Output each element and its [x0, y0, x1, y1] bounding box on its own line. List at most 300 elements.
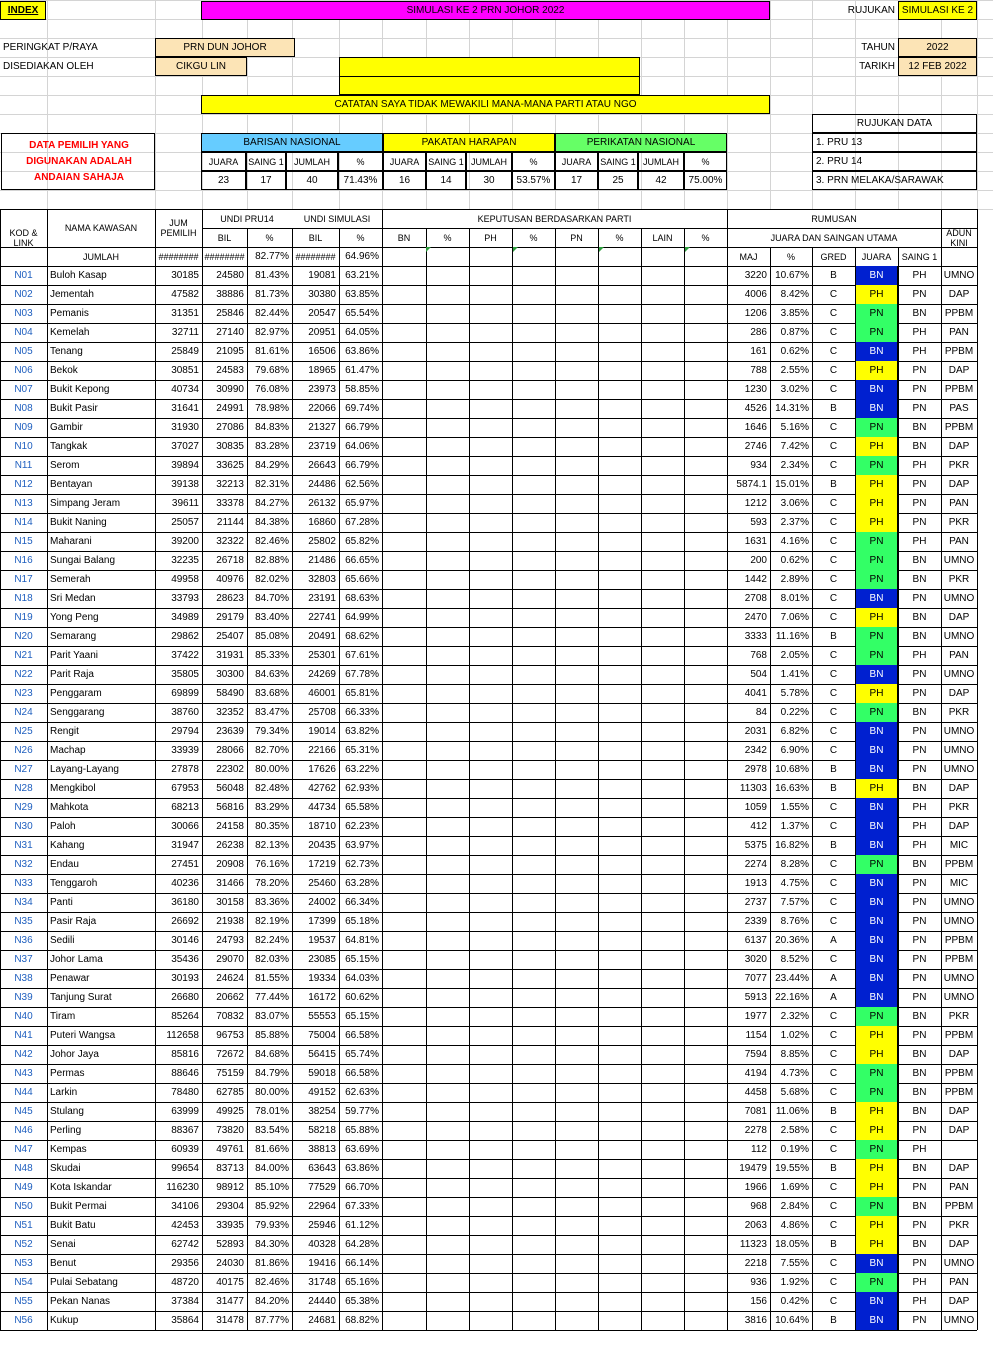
gred-cell: C: [829, 1125, 838, 1136]
saing1-cell: BN: [912, 707, 927, 718]
kod-link-cell[interactable]: N20: [14, 631, 33, 642]
maj-pct-cell: 2.55%: [780, 365, 809, 376]
jum-pemilih-cell: 116230: [166, 1182, 199, 1193]
jum-pemilih-cell: 31930: [171, 422, 199, 433]
saing1-cell: BN: [912, 783, 927, 794]
keputusan-col-header: %: [615, 232, 624, 243]
jumlah-bil-sim: ########: [295, 251, 336, 262]
juara-cell: PN: [855, 551, 898, 570]
juara-cell: PH: [855, 494, 898, 513]
header-pct-pru14: %: [265, 232, 274, 243]
kod-link-cell[interactable]: N45: [14, 1106, 33, 1117]
jum-pemilih-cell: 32235: [171, 555, 199, 566]
jum-pemilih-cell: 62742: [171, 1239, 199, 1250]
peringkat-value[interactable]: PRN DUN JOHOR: [155, 38, 295, 57]
pct-pru14-cell: 84.63%: [255, 669, 289, 680]
tahun-value[interactable]: 2022: [898, 38, 977, 57]
maj-cell: 1212: [744, 498, 767, 509]
table-row: [0, 608, 993, 627]
kod-link-cell[interactable]: N18: [14, 593, 33, 604]
gred-cell: C: [829, 1011, 838, 1022]
pct-sim-cell: 66.58%: [345, 1068, 379, 1079]
maj-cell: 1966: [744, 1182, 767, 1193]
maj-cell: 3020: [744, 954, 767, 965]
maj-pct-cell: 7.57%: [780, 897, 809, 908]
table-row: [0, 513, 993, 532]
table-row: [0, 741, 993, 760]
juara-cell: BN: [855, 912, 898, 931]
nama-kawasan-cell: Bentayan: [50, 479, 93, 490]
bil-pru14-cell: 21144: [216, 517, 244, 528]
gred-cell: C: [829, 745, 838, 756]
tarikh-value[interactable]: 12 FEB 2022: [898, 57, 977, 76]
gred-cell: C: [829, 441, 838, 452]
bil-pru14-cell: 49761: [216, 1144, 244, 1155]
adun-kini-cell: UMNO: [943, 1258, 975, 1269]
bil-sim-cell: 23719: [308, 441, 336, 452]
bil-sim-cell: 25802: [308, 536, 336, 547]
pct-pru14-cell: 81.61%: [255, 346, 289, 357]
pct-sim-cell: 66.14%: [345, 1258, 379, 1269]
table-row: [0, 665, 993, 684]
pct-pru14-cell: 82.88%: [255, 555, 289, 566]
pct-pru14-cell: 76.08%: [255, 384, 289, 395]
rujukan-label: RUJUKAN: [847, 5, 895, 16]
adun-kini-cell: DAP: [948, 612, 970, 623]
maj-cell: 5874.1: [736, 479, 767, 490]
pct-pru14-cell: 82.03%: [255, 954, 289, 965]
jum-pemilih-cell: 112658: [166, 1030, 199, 1041]
summary-pct-value: 71.43%: [338, 171, 383, 190]
kod-link-cell[interactable]: N31: [14, 840, 33, 851]
maj-cell: 4526: [744, 403, 767, 414]
nama-kawasan-cell: Benut: [50, 1258, 77, 1269]
table-row: [0, 1159, 993, 1178]
maj-cell: 4458: [744, 1087, 767, 1098]
maj-cell: 84: [755, 707, 767, 718]
pct-sim-cell: 68.82%: [345, 1315, 379, 1326]
adun-kini-cell: PAS: [949, 403, 969, 414]
pct-sim-cell: 65.18%: [345, 916, 379, 927]
bil-sim-cell: 59018: [308, 1068, 336, 1079]
jum-pemilih-cell: 63999: [171, 1106, 199, 1117]
juara-cell: PN: [855, 1007, 898, 1026]
kod-link-cell[interactable]: N38: [14, 973, 33, 984]
juara-cell: BN: [855, 722, 898, 741]
juara-cell: PN: [855, 1083, 898, 1102]
bil-pru14-cell: 30300: [216, 669, 244, 680]
kod-link-cell[interactable]: N53: [14, 1258, 33, 1269]
gred-cell: C: [829, 1068, 838, 1079]
table-row: [0, 1140, 993, 1159]
jum-pemilih-cell: 99654: [171, 1163, 199, 1174]
pct-sim-cell: 63.86%: [345, 1163, 379, 1174]
maj-pct-cell: 20.36%: [775, 935, 809, 946]
juara-cell: BN: [855, 1254, 898, 1273]
pct-sim-cell: 63.22%: [345, 764, 379, 775]
table-row: [0, 589, 993, 608]
pct-sim-cell: 68.63%: [345, 593, 379, 604]
gred-cell: C: [829, 726, 838, 737]
saing1-cell: PH: [912, 802, 927, 813]
jum-pemilih-cell: 37422: [171, 650, 199, 661]
disediakan-label: DISEDIAKAN OLEH: [3, 61, 94, 72]
summary-jumlah-value: 30: [466, 171, 512, 190]
kod-link-cell[interactable]: N49: [14, 1182, 33, 1193]
saing1-cell: PN: [912, 764, 927, 775]
gred-cell: B: [830, 631, 837, 642]
table-row: [0, 855, 993, 874]
nama-kawasan-cell: Bukit Pasir: [50, 403, 98, 414]
table-row: [0, 361, 993, 380]
nama-kawasan-cell: Endau: [50, 859, 79, 870]
maj-cell: 504: [750, 669, 767, 680]
summary-subheader: %: [512, 152, 555, 171]
gred-cell: C: [829, 422, 838, 433]
gred-cell: B: [830, 783, 837, 794]
bil-sim-cell: 40328: [308, 1239, 336, 1250]
juara-cell: PH: [855, 1235, 898, 1254]
maj-pct-cell: 10.67%: [775, 270, 809, 281]
kod-link-cell[interactable]: N16: [14, 555, 33, 566]
pct-pru14-cell: 85.92%: [255, 1201, 289, 1212]
gred-cell: C: [829, 346, 838, 357]
maj-pct-cell: 5.16%: [780, 422, 809, 433]
summary-juara-value: 17: [555, 171, 598, 190]
jum-pemilih-cell: 40734: [171, 384, 199, 395]
gred-cell: B: [830, 1106, 837, 1117]
pct-sim-cell: 63.82%: [345, 726, 379, 737]
jum-pemilih-cell: 30066: [171, 821, 199, 832]
gred-cell: C: [829, 1144, 838, 1155]
nama-kawasan-cell: Machap: [50, 745, 86, 756]
juara-cell: BN: [855, 1292, 898, 1311]
table-row: [0, 1254, 993, 1273]
kod-link-cell[interactable]: N56: [14, 1315, 33, 1326]
jum-pemilih-cell: 39611: [171, 498, 199, 509]
bil-pru14-cell: 56048: [216, 783, 244, 794]
kod-link-cell[interactable]: N24: [14, 707, 33, 718]
kod-link-cell[interactable]: N19: [14, 612, 33, 623]
jum-pemilih-cell: 34989: [171, 612, 199, 623]
gred-cell: C: [829, 555, 838, 566]
saing1-cell: BN: [912, 859, 927, 870]
kod-link-cell[interactable]: N40: [14, 1011, 33, 1022]
maj-cell: 6137: [744, 935, 767, 946]
jum-pemilih-cell: 47582: [171, 289, 199, 300]
gred-cell: A: [830, 935, 837, 946]
juara-cell: BN: [855, 950, 898, 969]
maj-cell: 2978: [744, 764, 767, 775]
table-row: [0, 1216, 993, 1235]
pct-sim-cell: 66.79%: [345, 422, 379, 433]
bil-sim-cell: 22964: [308, 1201, 336, 1212]
bil-pru14-cell: 33935: [216, 1220, 244, 1231]
kod-link-cell[interactable]: N47: [14, 1144, 33, 1155]
kod-link-cell[interactable]: N01: [14, 270, 33, 281]
saing1-cell: PN: [912, 916, 927, 927]
kod-link-cell[interactable]: N52: [14, 1239, 33, 1250]
summary-saing-value: 17: [246, 171, 286, 190]
nama-kawasan-cell: Kukup: [50, 1315, 79, 1326]
pct-sim-cell: 63.28%: [345, 878, 379, 889]
kod-link-cell[interactable]: N13: [14, 498, 33, 509]
bil-sim-cell: 22166: [308, 745, 336, 756]
kod-link-cell[interactable]: N55: [14, 1296, 33, 1307]
table-row: [0, 760, 993, 779]
maj-cell: 4041: [744, 688, 767, 699]
disediakan-value[interactable]: CIKGU LIN: [155, 57, 247, 76]
jum-pemilih-cell: 31947: [171, 840, 199, 851]
kod-link-cell[interactable]: N29: [14, 802, 33, 813]
saing1-cell: BN: [912, 1201, 927, 1212]
jum-pemilih-cell: 67953: [171, 783, 199, 794]
kod-link-cell[interactable]: N44: [14, 1087, 33, 1098]
juara-cell: PN: [855, 1064, 898, 1083]
maj-pct-cell: 18.05%: [775, 1239, 809, 1250]
saing1-cell: BN: [912, 1049, 927, 1060]
kod-link-cell[interactable]: N25: [14, 726, 33, 737]
saing1-cell: PN: [912, 384, 927, 395]
kod-link-cell[interactable]: N14: [14, 517, 33, 528]
bil-pru14-cell: 30990: [216, 384, 244, 395]
saing1-cell: PN: [912, 688, 927, 699]
kod-link-cell[interactable]: N10: [14, 441, 33, 452]
nama-kawasan-cell: Penawar: [50, 973, 90, 984]
juara-cell: PN: [855, 627, 898, 646]
bil-pru14-cell: 58490: [216, 688, 244, 699]
adun-kini-cell: PKR: [948, 574, 970, 585]
maj-cell: 2063: [744, 1220, 767, 1231]
bil-pru14-cell: 32322: [216, 536, 244, 547]
gred-cell: C: [829, 1049, 838, 1060]
gred-cell: C: [829, 593, 838, 604]
adun-kini-cell: MIC: [949, 840, 969, 851]
adun-kini-cell: PPBM: [944, 1201, 974, 1212]
maj-cell: 1631: [744, 536, 767, 547]
nama-kawasan-cell: Johor Lama: [50, 954, 103, 965]
pct-sim-cell: 69.74%: [345, 403, 379, 414]
juara-cell: BN: [855, 266, 898, 285]
gred-cell: B: [830, 270, 837, 281]
nama-kawasan-cell: Kempas: [50, 1144, 87, 1155]
sheet-title: SIMULASI KE 2 PRN JOHOR 2022: [201, 1, 770, 20]
bil-sim-cell: 24681: [308, 1315, 336, 1326]
kod-link-cell[interactable]: N32: [14, 859, 33, 870]
adun-kini-cell: UMNO: [943, 669, 975, 680]
adun-kini-cell: DAP: [948, 1125, 970, 1136]
jum-pemilih-cell: 29794: [171, 726, 199, 737]
kod-link-cell[interactable]: N07: [14, 384, 33, 395]
maj-pct-cell: 2.58%: [780, 1125, 809, 1136]
kod-link-cell[interactable]: N41: [14, 1030, 33, 1041]
gred-cell: C: [829, 821, 838, 832]
maj-pct-cell: 1.92%: [780, 1277, 809, 1288]
kod-link-cell[interactable]: N23: [14, 688, 33, 699]
bil-pru14-cell: 22302: [216, 764, 244, 775]
saing1-cell: PH: [912, 536, 927, 547]
header-jum-pemilih: JUM PEMILIH: [160, 218, 197, 238]
maj-pct-cell: 0.62%: [780, 555, 809, 566]
kod-link-cell[interactable]: N36: [14, 935, 33, 946]
gred-cell: C: [829, 1296, 838, 1307]
table-row: [0, 1026, 993, 1045]
pct-sim-cell: 61.47%: [345, 365, 379, 376]
table-row: [0, 1235, 993, 1254]
kod-link-cell[interactable]: N50: [14, 1201, 33, 1212]
kod-link-cell[interactable]: N05: [14, 346, 33, 357]
kod-link-cell[interactable]: N34: [14, 897, 33, 908]
table-row: [0, 1064, 993, 1083]
pct-pru14-cell: 82.46%: [255, 536, 289, 547]
kod-link-cell[interactable]: N42: [14, 1049, 33, 1060]
bil-sim-cell: 26643: [308, 460, 336, 471]
kod-link-cell[interactable]: N39: [14, 992, 33, 1003]
kod-link-cell[interactable]: N08: [14, 403, 33, 414]
kod-link-cell[interactable]: N30: [14, 821, 33, 832]
kod-link-cell[interactable]: N51: [14, 1220, 33, 1231]
pct-sim-cell: 65.97%: [345, 498, 379, 509]
pct-sim-cell: 62.23%: [345, 821, 379, 832]
peringkat-label: PERINGKAT P/RAYA: [3, 42, 98, 53]
maj-cell: 2031: [744, 726, 767, 737]
pct-sim-cell: 64.03%: [345, 973, 379, 984]
juara-cell: BN: [855, 589, 898, 608]
maj-cell: 2342: [744, 745, 767, 756]
maj-cell: 3816: [744, 1315, 767, 1326]
saing1-cell: PN: [912, 1125, 927, 1136]
kod-link-cell[interactable]: N09: [14, 422, 33, 433]
bil-pru14-cell: 62785: [216, 1087, 244, 1098]
nama-kawasan-cell: Tenang: [50, 346, 83, 357]
nama-kawasan-cell: Sri Medan: [50, 593, 96, 604]
bil-pru14-cell: 75159: [216, 1068, 244, 1079]
adun-kini-cell: PKR: [948, 1220, 970, 1231]
bil-sim-cell: 63643: [308, 1163, 336, 1174]
bil-sim-cell: 17626: [308, 764, 336, 775]
index-link[interactable]: INDEX: [0, 1, 46, 20]
bil-sim-cell: 24002: [308, 897, 336, 908]
pct-pru14-cell: 84.79%: [255, 1068, 289, 1079]
bil-sim-cell: 25301: [308, 650, 336, 661]
bil-sim-cell: 32803: [308, 574, 336, 585]
jum-pemilih-cell: 38760: [171, 707, 199, 718]
maj-cell: 788: [750, 365, 767, 376]
header-juara-saingan: JUARA DAN SAINGAN UTAMA: [770, 232, 898, 243]
gred-cell: B: [830, 1163, 837, 1174]
kod-link-cell[interactable]: N37: [14, 954, 33, 965]
table-row: [0, 456, 993, 475]
adun-kini-cell: PKR: [948, 1011, 970, 1022]
kod-link-cell[interactable]: N26: [14, 745, 33, 756]
maj-cell: 2274: [744, 859, 767, 870]
juara-cell: PN: [855, 532, 898, 551]
bil-pru14-cell: 27140: [216, 327, 244, 338]
pct-pru14-cell: 77.44%: [255, 992, 289, 1003]
adun-kini-cell: PAN: [949, 536, 969, 547]
saing1-cell: BN: [912, 1239, 927, 1250]
kod-link-cell[interactable]: N48: [14, 1163, 33, 1174]
bil-sim-cell: 38254: [308, 1106, 336, 1117]
jum-pemilih-cell: 88367: [171, 1125, 199, 1136]
kod-link-cell[interactable]: N03: [14, 308, 33, 319]
kod-link-cell[interactable]: N22: [14, 669, 33, 680]
gred-cell: C: [829, 365, 838, 376]
maj-pct-cell: 10.68%: [775, 764, 809, 775]
maj-cell: 2470: [744, 612, 767, 623]
pct-sim-cell: 64.81%: [345, 935, 379, 946]
maj-cell: 1059: [744, 802, 767, 813]
maj-cell: 768: [750, 650, 767, 661]
maj-pct-cell: 3.02%: [780, 384, 809, 395]
keputusan-col-header: LAIN: [652, 232, 673, 243]
maj-pct-cell: 10.64%: [775, 1315, 809, 1326]
kod-link-cell[interactable]: N28: [14, 783, 33, 794]
juara-cell: BN: [855, 969, 898, 988]
nama-kawasan-cell: Senggarang: [50, 707, 105, 718]
rujukan-data-item: 2. PRU 14: [812, 152, 977, 171]
kod-link-cell[interactable]: N33: [14, 878, 33, 889]
table-row: [0, 551, 993, 570]
nama-kawasan-cell: Stulang: [50, 1106, 84, 1117]
jum-pemilih-cell: 35805: [171, 669, 199, 680]
kod-link-cell[interactable]: N12: [14, 479, 33, 490]
kod-link-cell[interactable]: N35: [14, 916, 33, 927]
saing1-cell: PN: [912, 669, 927, 680]
kod-link-cell[interactable]: N21: [14, 650, 33, 661]
adun-kini-cell: PPBM: [944, 422, 974, 433]
pct-sim-cell: 67.28%: [345, 517, 379, 528]
bil-sim-cell: 22066: [308, 403, 336, 414]
bil-sim-cell: 23191: [308, 593, 336, 604]
kod-link-cell[interactable]: N43: [14, 1068, 33, 1079]
pct-sim-cell: 65.81%: [345, 688, 379, 699]
rujukan-value[interactable]: SIMULASI KE 2: [898, 1, 977, 20]
saing1-cell: PN: [912, 1030, 927, 1041]
kod-link-cell[interactable]: N17: [14, 574, 33, 585]
kod-link-cell[interactable]: N46: [14, 1125, 33, 1136]
juara-cell: BN: [855, 741, 898, 760]
kod-link-cell[interactable]: N02: [14, 289, 33, 300]
nama-kawasan-cell: Bekok: [50, 365, 78, 376]
keputusan-col-header: BN: [397, 232, 411, 243]
bil-sim-cell: 18710: [308, 821, 336, 832]
gred-cell: C: [829, 517, 838, 528]
pct-pru14-cell: 83.36%: [255, 897, 289, 908]
kod-link-cell[interactable]: N11: [14, 460, 33, 471]
kod-link-cell[interactable]: N54: [14, 1277, 33, 1288]
kod-link-cell[interactable]: N04: [14, 327, 33, 338]
saing1-cell: PH: [912, 840, 927, 851]
nama-kawasan-cell: Pemanis: [50, 308, 89, 319]
adun-kini-cell: PKR: [948, 460, 970, 471]
bil-sim-cell: 46001: [308, 688, 336, 699]
bil-pru14-cell: 20908: [216, 859, 244, 870]
kod-link-cell[interactable]: N15: [14, 536, 33, 547]
adun-kini-cell: UMNO: [943, 631, 975, 642]
juara-cell: PH: [855, 285, 898, 304]
maj-cell: 1206: [744, 308, 767, 319]
pct-sim-cell: 60.62%: [345, 992, 379, 1003]
bil-sim-cell: 21327: [308, 422, 336, 433]
kod-link-cell[interactable]: N27: [14, 764, 33, 775]
bil-sim-cell: 19014: [308, 726, 336, 737]
maj-cell: 934: [750, 460, 767, 471]
pct-sim-cell: 67.78%: [345, 669, 379, 680]
bil-sim-cell: 19081: [308, 270, 336, 281]
maj-cell: 200: [750, 555, 767, 566]
kod-link-cell[interactable]: N06: [14, 365, 33, 376]
